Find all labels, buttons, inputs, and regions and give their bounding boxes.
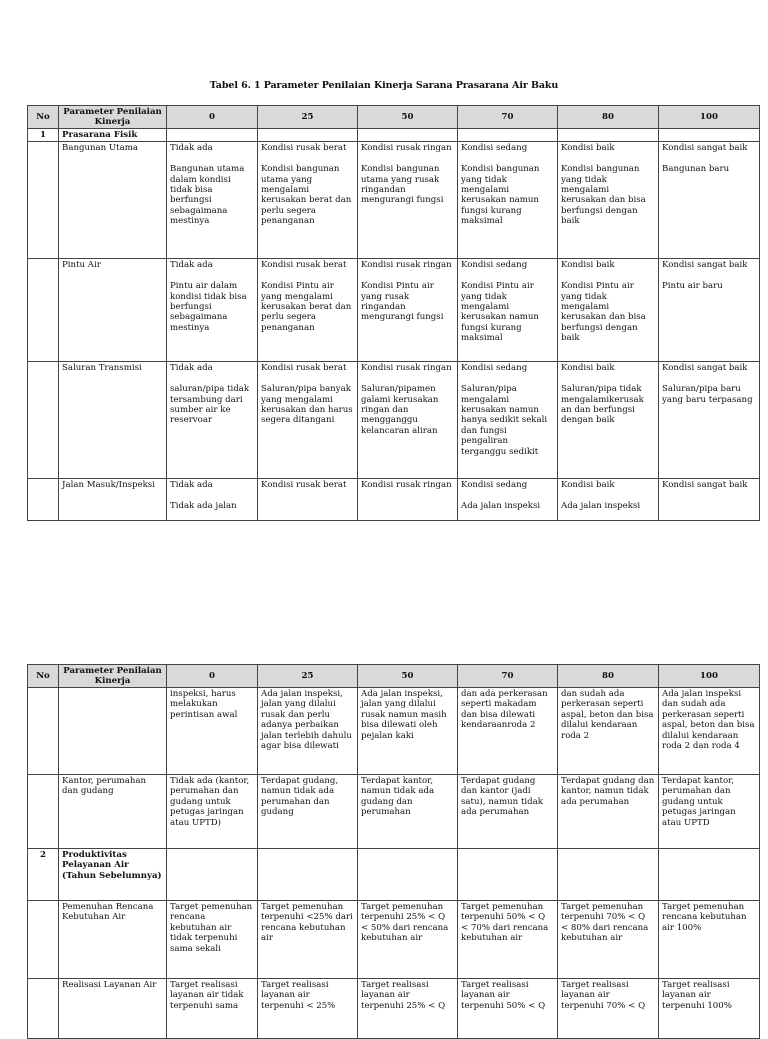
table-row (28, 479, 760, 521)
table-cell: Target realisasi layanan air terpenuhi < 25% (258, 979, 358, 1039)
empty-cell (358, 849, 458, 901)
table-cell: Kondisi rusak ringan Kondisi bangunan utama yang rusak ringandan mengurangi fungsi (358, 142, 458, 259)
table-cell: Target realisasi layanan air terpenuhi 100% (659, 979, 760, 1039)
column-header: No (28, 665, 59, 688)
table-cell: Target realisasi layanan air terpenuhi 25% < Q (358, 979, 458, 1039)
table-cell: Target pemenuhan terpenuhi <25% dari rencana kebutuhan air (258, 901, 358, 979)
table-cell: inspeksi, harus melakukan perintisan awal (167, 688, 258, 775)
parameter-table-part-2 (27, 664, 760, 1039)
table-cell: Kondisi baik Saluran/pipa tidak mengalamikerusak an dan berfungsi dengan baik (558, 362, 659, 479)
column-header: 100 (659, 106, 760, 129)
column-header: 80 (558, 106, 659, 129)
section-row (28, 129, 760, 142)
table-cell: Pemenuhan Rencana Kebutuhan Air (59, 901, 167, 979)
table-cell: Ada jalan inspeksi, jalan yang dilalui rusak dan perlu adanya perbaikan jalan terlebih dahulu agar bisa dilewati (258, 688, 358, 775)
header-row (28, 106, 760, 129)
table-cell: Terdapat kantor, perumahan dan gudang untuk petugas jaringan atau UPTD (659, 775, 760, 849)
column-header: 50 (358, 106, 458, 129)
empty-cell (167, 129, 258, 142)
section-number: 2 (28, 849, 59, 901)
table-cell: Terdapat kantor, namun tidak ada gudang dan perumahan (358, 775, 458, 849)
table-cell: Tidak ada (kantor, perumahan dan gudang untuk petugas jaringan atau UPTD) (167, 775, 258, 849)
column-header: 70 (458, 106, 558, 129)
empty-cell (258, 129, 358, 142)
table-cell: Kondisi sangat baik Pintu air baru (659, 259, 760, 362)
section-row (28, 849, 760, 901)
empty-cell (659, 849, 760, 901)
table-row (28, 775, 760, 849)
column-header: 50 (358, 665, 458, 688)
table-cell: Ada jalan inspeksi dan sudah ada perkerasan seperti aspal, beton dan bisa dilalui kendaraan roda 2 dan roda 4 (659, 688, 760, 775)
table-cell (59, 688, 167, 775)
table-cell: Kondisi baik Kondisi bangunan yang tidak mengalami kerusakan dan bisa berfungsi dengan baik (558, 142, 659, 259)
table-cell: Kondisi sedang Kondisi Pintu air yang tidak mengalami kerusakan namun fungsi kurang maksimal (458, 259, 558, 362)
column-header: 80 (558, 665, 659, 688)
column-header: Parameter Penilaian Kinerja (59, 665, 167, 688)
table-row (28, 979, 760, 1039)
table-row (28, 259, 760, 362)
table-cell: Kondisi rusak ringan Kondisi Pintu air yang rusak ringandan mengurangi fungsi (358, 259, 458, 362)
table-cell: Target pemenuhan rencana kebutuhan air 100% (659, 901, 760, 979)
table-cell: Kondisi rusak berat (258, 479, 358, 521)
table-cell: Kondisi rusak berat Saluran/pipa banyak yang mengalami kerusakan dan harus segera ditangani (258, 362, 358, 479)
table-cell (28, 142, 59, 259)
table-cell: Kondisi rusak ringan (358, 479, 458, 521)
table-cell (28, 259, 59, 362)
table-row (28, 142, 760, 259)
section-number: 1 (28, 129, 59, 142)
table-cell: Saluran Transmisi (59, 362, 167, 479)
column-header: 0 (167, 106, 258, 129)
table-cell: Tidak ada saluran/pipa tidak tersambung dari sumber air ke reservoar (167, 362, 258, 479)
table-cell: Kondisi baik Ada jalan inspeksi (558, 479, 659, 521)
table-cell (28, 479, 59, 521)
table-cell: Tidak ada Pintu air dalam kondisi tidak bisa berfungsi sebagaimana mestinya (167, 259, 258, 362)
table-cell: Kantor, perumahan dan gudang (59, 775, 167, 849)
table-title: Tabel 6. 1 Parameter Penilaian Kinerja Sarana Prasarana Air Baku (209, 80, 559, 91)
empty-cell (458, 129, 558, 142)
column-header: 70 (458, 665, 558, 688)
table-row (28, 901, 760, 979)
column-header: 25 (258, 106, 358, 129)
table-cell: Kondisi sangat baik Saluran/pipa baru yang baru terpasang (659, 362, 760, 479)
table-cell: Tidak ada Bangunan utama dalam kondisi tidak bisa berfungsi sebagaimana mestinya (167, 142, 258, 259)
table-cell: dan ada perkerasan seperti makadam dan bisa dilewati kendaraanroda 2 (458, 688, 558, 775)
table-cell: Target pemenuhan terpenuhi 25% < Q < 50% dari rencana kebutuhan air (358, 901, 458, 979)
table-cell: Kondisi sangat baik Bangunan baru (659, 142, 760, 259)
table-cell: Kondisi rusak ringan Saluran/pipamen galami kerusakan ringan dan mengganggu kelancaran aliran (358, 362, 458, 479)
table-cell: Kondisi baik Kondisi Pintu air yang tidak mengalami kerusakan dan bisa berfungsi dengan baik (558, 259, 659, 362)
table-cell (28, 775, 59, 849)
table-cell (28, 979, 59, 1039)
header-row (28, 665, 760, 688)
column-header: No (28, 106, 59, 129)
table-cell: Target realisasi layanan air terpenuhi 70% < Q (558, 979, 659, 1039)
empty-cell (659, 129, 760, 142)
table-cell: Target pemenuhan terpenuhi 70% < Q < 80% dari rencana kebutuhan air (558, 901, 659, 979)
table-cell: Terdapat gudang dan kantor, namun tidak ada perumahan (558, 775, 659, 849)
table-cell: Pintu Air (59, 259, 167, 362)
column-header: 100 (659, 665, 760, 688)
table-cell: Ada jalan inspeksi, jalan yang dilalui rusak namun masih bisa dilewati oleh pejalan kaki (358, 688, 458, 775)
empty-cell (558, 849, 659, 901)
table-cell: Kondisi sedang Saluran/pipa mengalami kerusakan namun hanya sedikit sekali dan fungsi pengaliran terganggu sedikit (458, 362, 558, 479)
table-row (28, 688, 760, 775)
table-row (28, 362, 760, 479)
table-cell (28, 901, 59, 979)
table-cell: Bangunan Utama (59, 142, 167, 259)
table-cell: Kondisi sedang Kondisi bangunan yang tidak mengalami kerusakan namun fungsi kurang maksimal (458, 142, 558, 259)
table-cell: Terdapat gudang dan kantor (jadi satu), namun tidak ada perumahan (458, 775, 558, 849)
table-cell: dan sudah ada perkerasan seperti aspal, beton dan bisa dilalui kendaraan roda 2 (558, 688, 659, 775)
section-title: Produktivitas Pelayanan Air (Tahun Sebelumnya) (59, 849, 167, 901)
empty-cell (167, 849, 258, 901)
table-cell: Target realisasi layanan air terpenuhi 50% < Q (458, 979, 558, 1039)
table-cell: Kondisi sangat baik (659, 479, 760, 521)
table-cell (28, 688, 59, 775)
table-cell: Tidak ada Tidak ada jalan (167, 479, 258, 521)
table-cell: Jalan Masuk/Inspeksi (59, 479, 167, 521)
table-cell: Kondisi rusak berat Kondisi bangunan utama yang mengalami kerusakan berat dan perlu segera penanganan (258, 142, 358, 259)
table-cell: Target pemenuhan rencana kebutuhan air tidak terpenuhi sama sekali (167, 901, 258, 979)
table-cell (28, 362, 59, 479)
table-cell: Terdapat gudang, namun tidak ada perumahan dan gudang (258, 775, 358, 849)
table-cell: Kondisi rusak berat Kondisi Pintu air yang mengalami kerusakan berat dan perlu segera penanganan (258, 259, 358, 362)
empty-cell (458, 849, 558, 901)
table-cell: Target realisasi layanan air tidak terpenuhi sama (167, 979, 258, 1039)
empty-cell (558, 129, 659, 142)
table-cell: Target pemenuhan terpenuhi 50% < Q < 70% dari rencana kebutuhan air (458, 901, 558, 979)
column-header: Parameter Penilaian Kinerja (59, 106, 167, 129)
parameter-table-part-1 (27, 105, 760, 521)
table-cell: Kondisi sedang Ada jalan inspeksi (458, 479, 558, 521)
empty-cell (258, 849, 358, 901)
table-cell: Realisasi Layanan Air (59, 979, 167, 1039)
empty-cell (358, 129, 458, 142)
section-title: Prasarana Fisik (59, 129, 167, 142)
column-header: 25 (258, 665, 358, 688)
column-header: 0 (167, 665, 258, 688)
